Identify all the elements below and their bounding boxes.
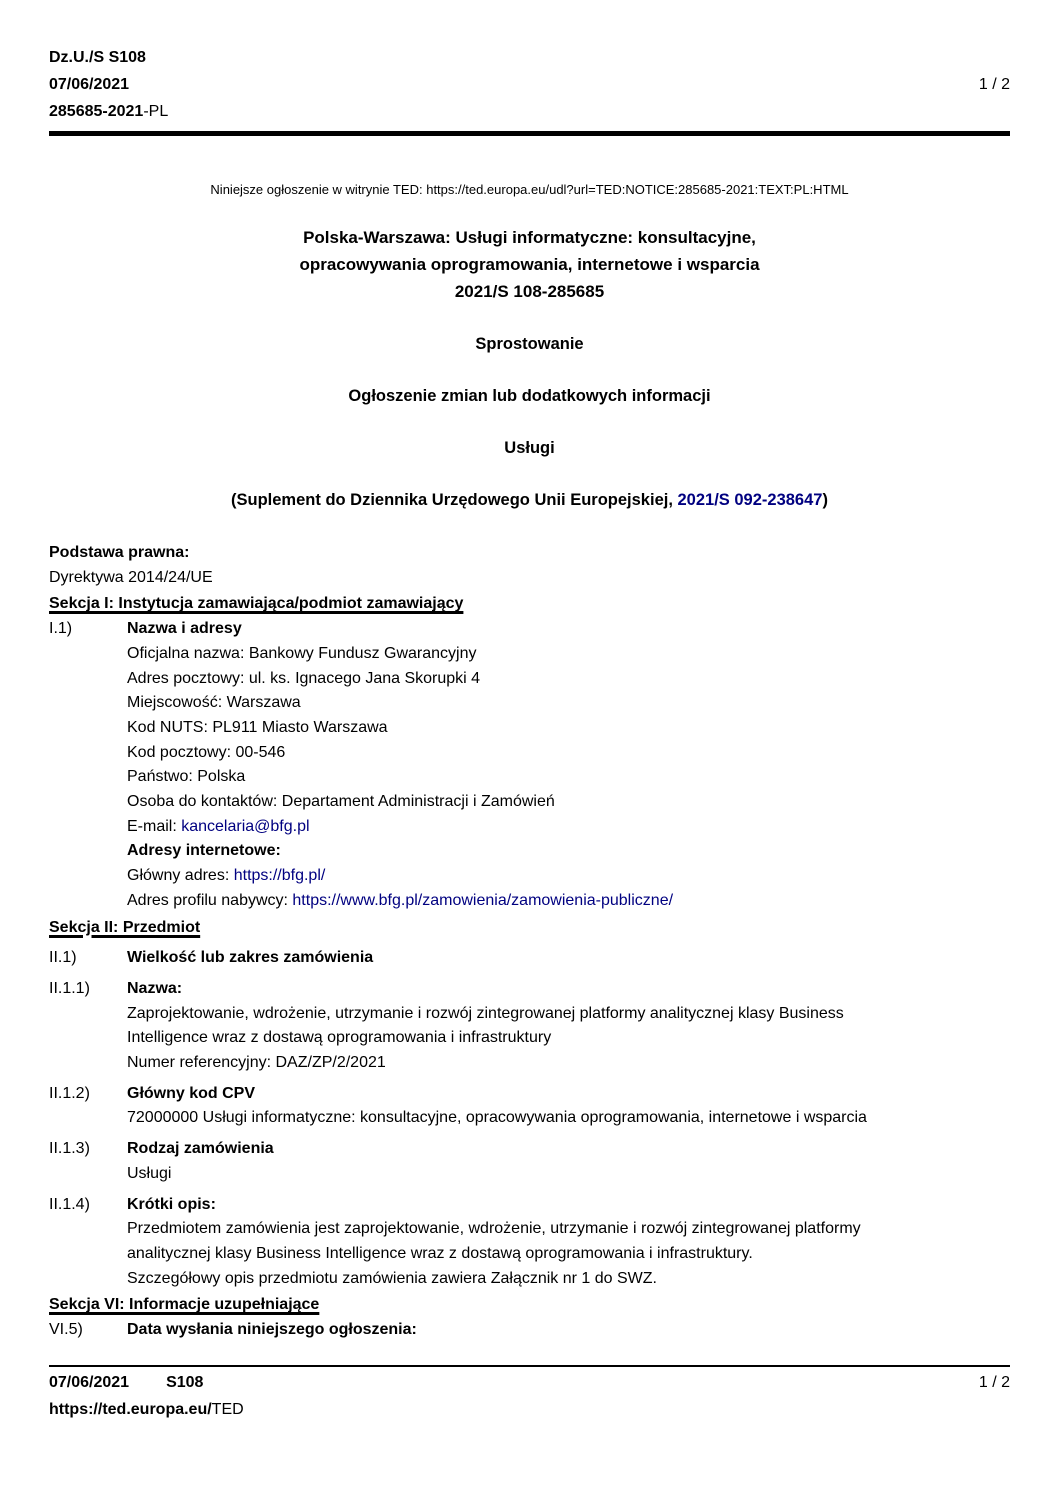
doc-number: 285685-2021 <box>49 103 144 120</box>
item-content <box>127 946 373 971</box>
document-title <box>49 224 1010 305</box>
item-title: Główny kod CPV <box>127 1084 256 1102</box>
footer-row <box>49 1369 1010 1396</box>
item-title: Nazwa i adresy <box>127 620 242 638</box>
section-1 <box>49 592 1010 913</box>
legal-basis-value: Dyrektywa 2014/24/UE <box>49 568 213 586</box>
footer-rule <box>49 1365 1010 1367</box>
main-address-link[interactable]: https://bfg.pl/ <box>233 867 326 885</box>
item-text-line: Intelligence wraz z dostawą oprogramowania i infrastruktury <box>127 1029 552 1047</box>
section-1-item <box>49 617 1010 913</box>
title-line-2: opracowywania oprogramowania, internetowe i wsparcia <box>299 255 760 274</box>
item-number: II.1.3) <box>49 1140 90 1158</box>
item-title: Wielkość lub zakres zamówienia <box>127 949 374 967</box>
item-content <box>127 1082 867 1131</box>
item-content <box>127 1137 274 1186</box>
footer-s-number: S108 <box>166 1374 204 1391</box>
journal-line: Dz.U./S S108 <box>49 49 146 66</box>
legal-basis <box>49 541 1010 590</box>
header-date: 07/06/2021 <box>49 76 130 93</box>
item-content <box>127 1318 417 1343</box>
section-2-item <box>49 977 1010 1076</box>
item-number: II.1.1) <box>49 979 90 997</box>
item-content <box>127 977 844 1076</box>
ted-notice-link[interactable]: https://ted.europa.eu/udl?url=TED:NOTICE:285685-2021:TEXT:PL:HTML <box>426 182 849 197</box>
section-6-item <box>49 1318 1010 1343</box>
section-1-heading: Sekcja I: Instytucja zamawiająca/podmiot zamawiający <box>49 595 464 613</box>
supplement-prefix: (Suplement do Dziennika Urzędowego Unii Europejskiej, <box>231 491 678 509</box>
title-line-1: Polska-Warszawa: Usługi informatyczne: konsultacyjne, <box>303 228 756 247</box>
section-2-item <box>49 1193 1010 1292</box>
item-text-line: 72000000 Usługi informatyczne: konsultacyjne, opracowywania oprogramowania, internetowe i wsparcia <box>127 1109 867 1127</box>
page-header <box>49 44 1010 125</box>
footer-link-url: https://ted.europa.eu/ <box>49 1401 212 1418</box>
footer-ted-link[interactable] <box>49 1396 244 1423</box>
item-text-line: Zaprojektowanie, wdrożenie, utrzymanie i rozwój zintegrowanej platformy analitycznej klasy Business <box>127 1004 844 1022</box>
item-number: II.1) <box>49 949 77 967</box>
item-title: Data wysłania niniejszego ogłoszenia: <box>127 1321 417 1339</box>
ted-notice-intro: Niniejsze ogłoszenie w witrynie TED: <box>210 182 427 197</box>
buyer-profile-link[interactable]: https://www.bfg.pl/zamowienia/zamowienia-publiczne/ <box>292 891 674 909</box>
section-2-heading: Sekcja II: Przedmiot <box>49 918 201 936</box>
address-line: Oficjalna nazwa: Bankowy Fundusz Gwarancyjny <box>127 644 477 662</box>
supplement-suffix: ) <box>822 491 828 509</box>
item-title: Krótki opis: <box>127 1195 216 1213</box>
email-link[interactable]: kancelaria@bfg.pl <box>181 817 310 835</box>
address-line: Kod pocztowy: 00-546 <box>127 743 286 761</box>
buyer-profile-line <box>127 889 673 914</box>
address-line: Państwo: Polska <box>127 768 246 786</box>
item-text-line: Przedmiotem zamówienia jest zaprojektowanie, wdrożenie, utrzymanie i rozwój zintegrowanej platformy <box>127 1220 861 1238</box>
address-line: Miejscowość: Warszawa <box>127 694 301 712</box>
title-block <box>49 182 1010 513</box>
footer-link-line <box>49 1396 1010 1423</box>
supplement-link[interactable]: 2021/S 092-238647 <box>677 491 823 509</box>
section-2-item <box>49 1082 1010 1131</box>
email-line <box>127 815 673 840</box>
ted-notice-line <box>49 182 1010 198</box>
item-number: I.1) <box>49 620 73 638</box>
legal-basis-label: Podstawa prawna: <box>49 544 190 561</box>
supplement-reference <box>49 488 1010 513</box>
header-rule <box>49 131 1010 136</box>
section-2 <box>49 916 1010 1292</box>
section-6-heading: Sekcja VI: Informacje uzupełniające <box>49 1296 320 1314</box>
main-address-line <box>127 864 673 889</box>
item-number: VI.5) <box>49 1321 83 1339</box>
item-number: II.1.2) <box>49 1084 90 1102</box>
doc-lang-suffix: -PL <box>143 103 169 120</box>
item-content <box>127 617 673 913</box>
item-title: Nazwa: <box>127 979 183 997</box>
contract-type-heading: Usługi <box>504 439 555 457</box>
item-number: II.1.4) <box>49 1195 90 1213</box>
title-line-3: 2021/S 108-285685 <box>454 282 605 301</box>
address-line: Kod NUTS: PL911 Miasto Warszawa <box>127 718 388 736</box>
doc-number-line <box>49 98 1010 125</box>
section-2-item <box>49 1137 1010 1186</box>
footer-link-suffix: TED <box>211 1401 244 1418</box>
email-label: E-mail: <box>127 817 182 835</box>
address-line: Adres pocztowy: ul. ks. Ignacego Jana Skorupki 4 <box>127 669 481 687</box>
notice-type-heading: Ogłoszenie zmian lub dodatkowych informacji <box>348 387 711 405</box>
item-text-line: Numer referencyjny: DAZ/ZP/2/2021 <box>127 1054 386 1072</box>
footer-date: 07/06/2021 <box>49 1374 130 1391</box>
internet-addresses-heading: Adresy internetowe: <box>127 842 281 860</box>
page-footer <box>49 1365 1010 1423</box>
header-page-indicator: 1 / 2 <box>978 76 1010 93</box>
buyer-profile-label: Adres profilu nabywcy: <box>127 891 293 909</box>
main-address-label: Główny adres: <box>127 867 234 885</box>
section-2-item <box>49 946 1010 971</box>
item-title: Rodzaj zamówienia <box>127 1140 274 1158</box>
footer-page-indicator: 1 / 2 <box>978 1374 1010 1391</box>
doc-type-heading: Sprostowanie <box>475 335 584 353</box>
date-row <box>49 71 1010 98</box>
item-content <box>127 1193 861 1292</box>
item-text-line: Usługi <box>127 1164 172 1182</box>
item-text-line: Szczegółowy opis przedmiotu zamówienia zawiera Załącznik nr 1 do SWZ. <box>127 1269 657 1287</box>
address-line: Osoba do kontaktów: Departament Administracji i Zamówień <box>127 793 555 811</box>
section-6 <box>49 1293 1010 1342</box>
footer-left <box>49 1369 203 1396</box>
item-text-line: analitycznej klasy Business Intelligence wraz z dostawą oprogramowania i infrastruktury. <box>127 1244 753 1262</box>
